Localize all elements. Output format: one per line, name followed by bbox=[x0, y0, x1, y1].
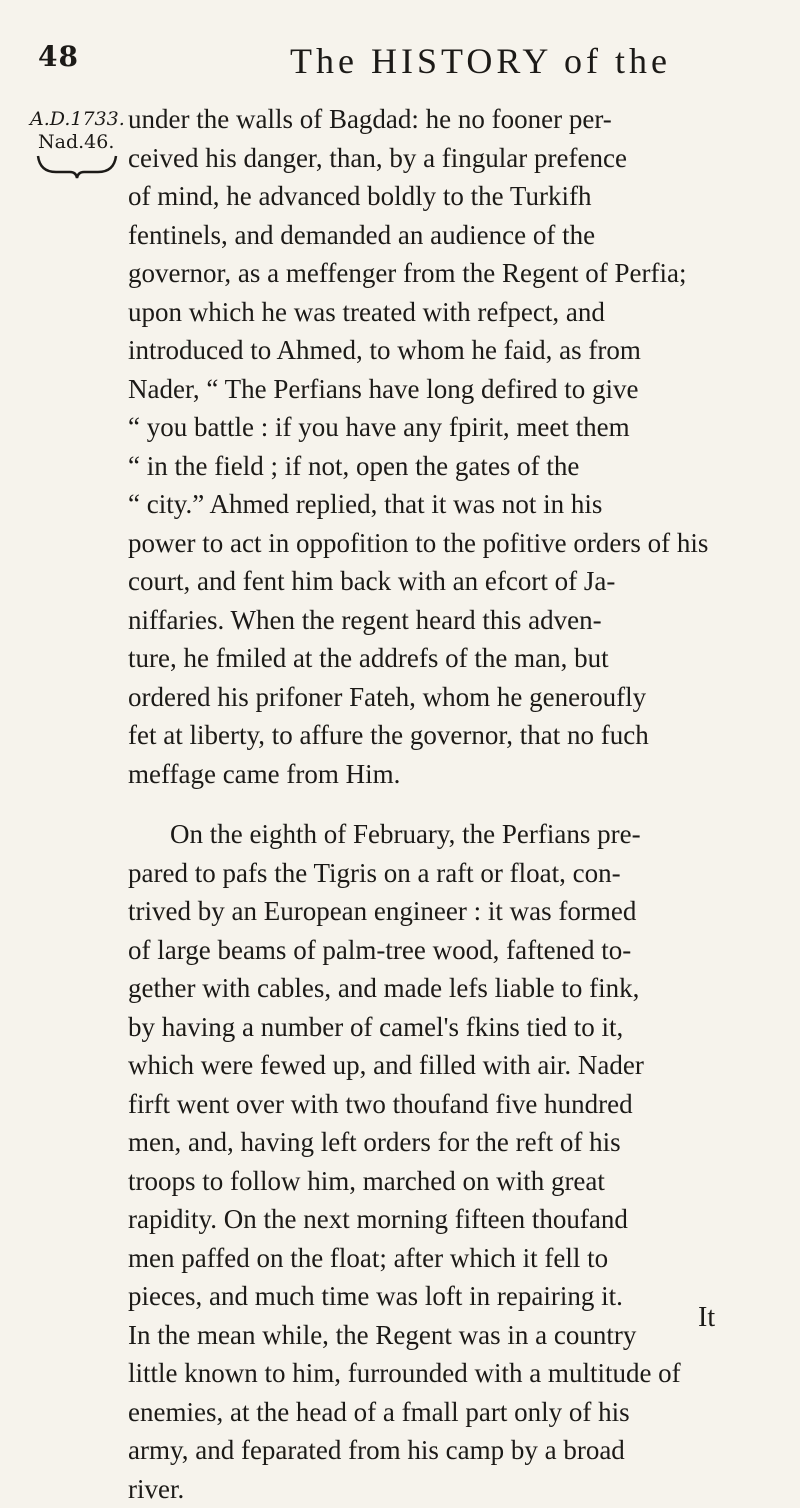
margin-brace-icon bbox=[36, 150, 118, 180]
text-line: “ city.” Ahmed replied, that it was not in his bbox=[128, 485, 758, 524]
text-line: of mind, he advanced boldly to the Turkifh bbox=[128, 177, 758, 216]
text-line: upon which he was treated with refpect, and bbox=[128, 293, 758, 332]
catchword: It bbox=[698, 1302, 715, 1334]
text-line: introduced to Ahmed, to whom he faid, as from bbox=[128, 331, 758, 370]
text-line: army, and feparated from his camp by a broad bbox=[128, 1431, 758, 1470]
margin-note bbox=[30, 108, 122, 154]
text-line: “ you battle : if you have any fpirit, meet them bbox=[128, 408, 758, 447]
text-line: trived by an European engineer : it was formed bbox=[128, 892, 758, 931]
text-line: power to act in oppofition to the pofitive orders of his bbox=[128, 524, 758, 563]
text-line: niffaries. When the regent heard this adven- bbox=[128, 601, 758, 640]
text-line: pieces, and much time was loft in repairing it. bbox=[128, 1277, 758, 1316]
text-line: ordered his prifoner Fateh, whom he generoufly bbox=[128, 678, 758, 717]
text-line: men, and, having left orders for the reft of his bbox=[128, 1123, 758, 1162]
text-line: which were fewed up, and filled with air. Nader bbox=[128, 1046, 758, 1085]
text-line: meffage came from Him. bbox=[128, 755, 758, 794]
running-head: The HISTORY of the bbox=[290, 40, 671, 82]
paragraph-1 bbox=[128, 100, 758, 793]
text-line: river. bbox=[128, 1470, 758, 1508]
page-number: 48 bbox=[38, 40, 79, 73]
text-line: governor, as a meffenger from the Regent of Perfia; bbox=[128, 254, 758, 293]
text-line: ture, he fmiled at the addrefs of the man, but bbox=[128, 639, 758, 678]
text-line: of large beams of palm-tree wood, faftened to- bbox=[128, 931, 758, 970]
text-line: men paffed on the float; after which it fell to bbox=[128, 1239, 758, 1278]
text-line: “ in the field ; if not, open the gates of the bbox=[128, 447, 758, 486]
text-line: firft went over with two thoufand five hundred bbox=[128, 1085, 758, 1124]
text-line: Nader, “ The Perfians have long defired to give bbox=[128, 370, 758, 409]
text-line: fentinels, and demanded an audience of the bbox=[128, 216, 758, 255]
text-line: under the walls of Bagdad: he no fooner per- bbox=[128, 100, 758, 139]
text-line: enemies, at the head of a fmall part only of his bbox=[128, 1393, 758, 1432]
text-line: court, and fent him back with an efcort of Ja- bbox=[128, 562, 758, 601]
text-line: by having a number of camel's fkins tied to it, bbox=[128, 1008, 758, 1047]
text-line: rapidity. On the next morning fifteen thoufand bbox=[128, 1200, 758, 1239]
paragraph-2 bbox=[128, 815, 758, 1508]
text-line: fet at liberty, to affure the governor, that no fuch bbox=[128, 716, 758, 755]
text-line: pared to pafs the Tigris on a raft or float, con- bbox=[128, 854, 758, 893]
text-line: little known to him, furrounded with a multitude of bbox=[128, 1354, 758, 1393]
margin-year: A.D.1733. bbox=[30, 108, 125, 130]
text-line: troops to follow him, marched on with great bbox=[128, 1162, 758, 1201]
text-line: gether with cables, and made lefs liable to fink, bbox=[128, 969, 758, 1008]
body-text bbox=[128, 100, 758, 1508]
text-line: In the mean while, the Regent was in a country bbox=[128, 1316, 758, 1355]
text-line: On the eighth of February, the Perfians pre- bbox=[128, 815, 758, 854]
margin-nadir-year: Nad.46. bbox=[30, 131, 122, 154]
text-line: ceived his danger, than, by a fingular prefence bbox=[128, 139, 758, 178]
